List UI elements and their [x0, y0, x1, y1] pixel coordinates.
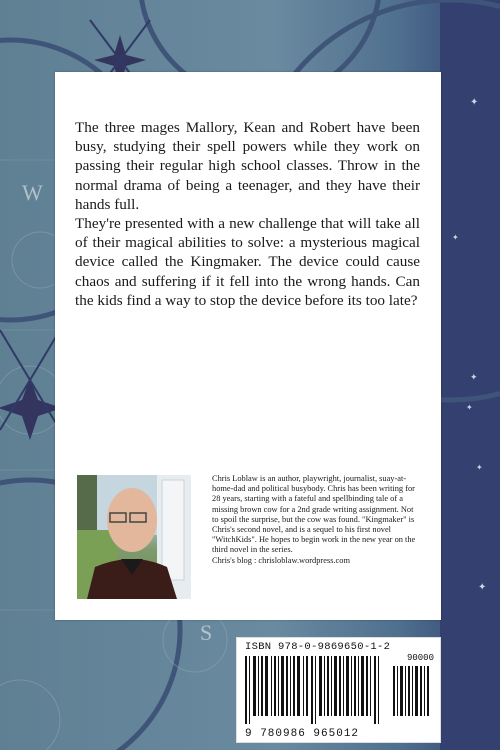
svg-text:✦: ✦	[466, 403, 473, 412]
svg-text:✦: ✦	[470, 372, 478, 382]
compass-south-letter: S	[200, 620, 213, 645]
barcode-digits: 9 780986 965012	[245, 728, 360, 740]
svg-text:✦: ✦	[478, 582, 487, 593]
blurb-paragraph-1: The three mages Mallory, Kean and Robert have been busy, studying their spell powers while they work on passing their regular high school classes. Throw in the normal drama of being a teenager, and they have their hands full.	[75, 119, 420, 213]
book-blurb	[75, 118, 420, 310]
price-barcode-bars	[393, 666, 433, 716]
author-bio-text: Chris Loblaw is an author, playwright, journalist, suay-at-home-dad and political busybody. Chris has been writing for 28 years, starting with a fateful and spellbinding tale of a missing brown cow for a 2nd grade writing assignment. Not to spoil the surprise, but the cow was found. "Kingmaker" is Chris's second novel, and is a sequel to his first novel "WitchKids". He hopes to begin work in the new year on the third novel in the series.	[212, 474, 416, 555]
isbn-number: ISBN 978-0-9869650-1-2	[245, 641, 391, 653]
svg-text:✦: ✦	[476, 463, 483, 472]
blurb-paragraph-2: They're presented with a new challenge that will take all of their magical abilities to solve: a mysterious magical device called the Kingmaker. The device could cause chaos and suffering if it fell into the wrong hands. Can the kids find a way to stop the device before its too late?	[75, 215, 420, 309]
compass-west-letter: W	[22, 180, 43, 205]
author-bio	[212, 474, 417, 566]
author-photo	[77, 475, 191, 599]
svg-text:✦: ✦	[452, 233, 459, 242]
barcode-bars	[245, 656, 385, 724]
price-code: 90000	[406, 653, 434, 663]
isbn-barcode	[236, 637, 441, 743]
author-blog-link: Chris's blog : chrisloblaw.wordpress.com	[212, 555, 350, 565]
svg-text:✦: ✦	[470, 97, 479, 108]
